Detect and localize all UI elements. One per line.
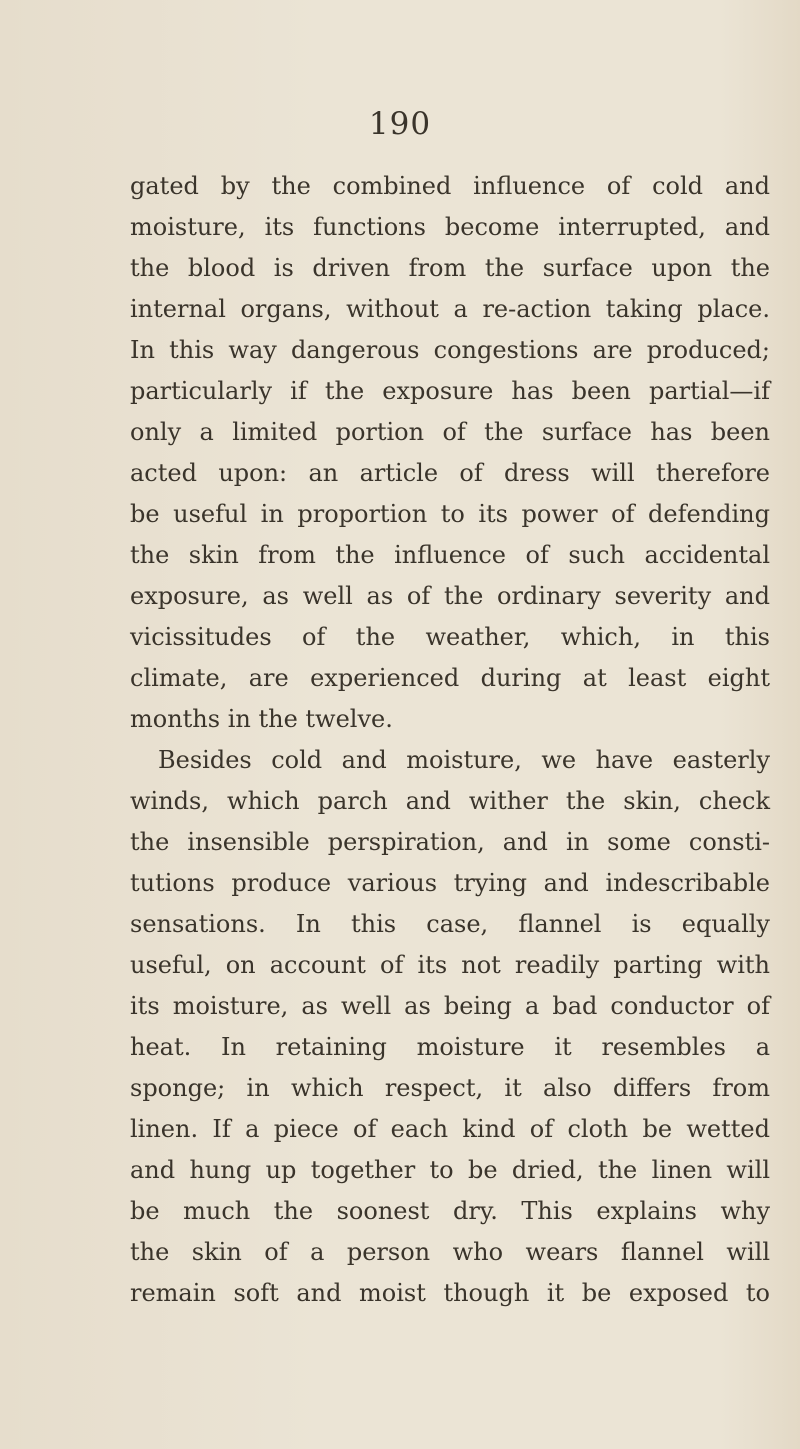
paragraph-2: [130, 740, 770, 1314]
text-line: acted upon: an article of dress will therefore: [130, 459, 770, 487]
text-line: sensations. In this case, flannel is equally: [130, 910, 770, 938]
text-line: be much the soonest dry. This explains why: [130, 1197, 770, 1225]
text-line: tutions produce various trying and indescribable: [130, 869, 770, 897]
text-line: exposure, as well as of the ordinary severity and: [130, 582, 770, 610]
text-line: and hung up together to be dried, the linen will: [130, 1156, 770, 1184]
text-line: useful, on account of its not readily parting with: [130, 951, 770, 979]
text-line: its moisture, as well as being a bad conductor of: [130, 992, 770, 1020]
text-line: internal organs, without a re-action taking place.: [130, 295, 770, 323]
paragraph-1: [130, 166, 770, 740]
body-text: [130, 166, 770, 1314]
text-line: moisture, its functions become interrupted, and: [130, 213, 770, 241]
text-line: winds, which parch and wither the skin, check: [130, 787, 770, 815]
text-line: the skin from the influence of such accidental: [130, 541, 770, 569]
text-line: sponge; in which respect, it also differs from: [130, 1074, 770, 1102]
text-line: the skin of a person who wears flannel will: [130, 1238, 770, 1266]
text-line: the insensible perspiration, and in some consti-: [130, 828, 770, 856]
text-line: linen. If a piece of each kind of cloth be wetted: [130, 1115, 770, 1143]
text-line: particularly if the exposure has been partial—if: [130, 377, 770, 405]
text-line: gated by the combined influence of cold and: [130, 172, 770, 200]
text-line: climate, are experienced during at least eight: [130, 664, 770, 692]
text-line: months in the twelve.: [130, 705, 393, 733]
text-line: Besides cold and moisture, we have easterly: [158, 746, 770, 774]
text-line: In this way dangerous congestions are produced;: [130, 336, 770, 364]
text-line: only a limited portion of the surface has been: [130, 418, 770, 446]
text-line: the blood is driven from the surface upon the: [130, 254, 770, 282]
text-line: be useful in proportion to its power of defending: [130, 500, 770, 528]
text-line: heat. In retaining moisture it resembles a: [130, 1033, 770, 1061]
text-line: vicissitudes of the weather, which, in this: [130, 623, 770, 651]
text-line: remain soft and moist though it be exposed to: [130, 1279, 770, 1307]
page-number: 190: [368, 106, 432, 142]
